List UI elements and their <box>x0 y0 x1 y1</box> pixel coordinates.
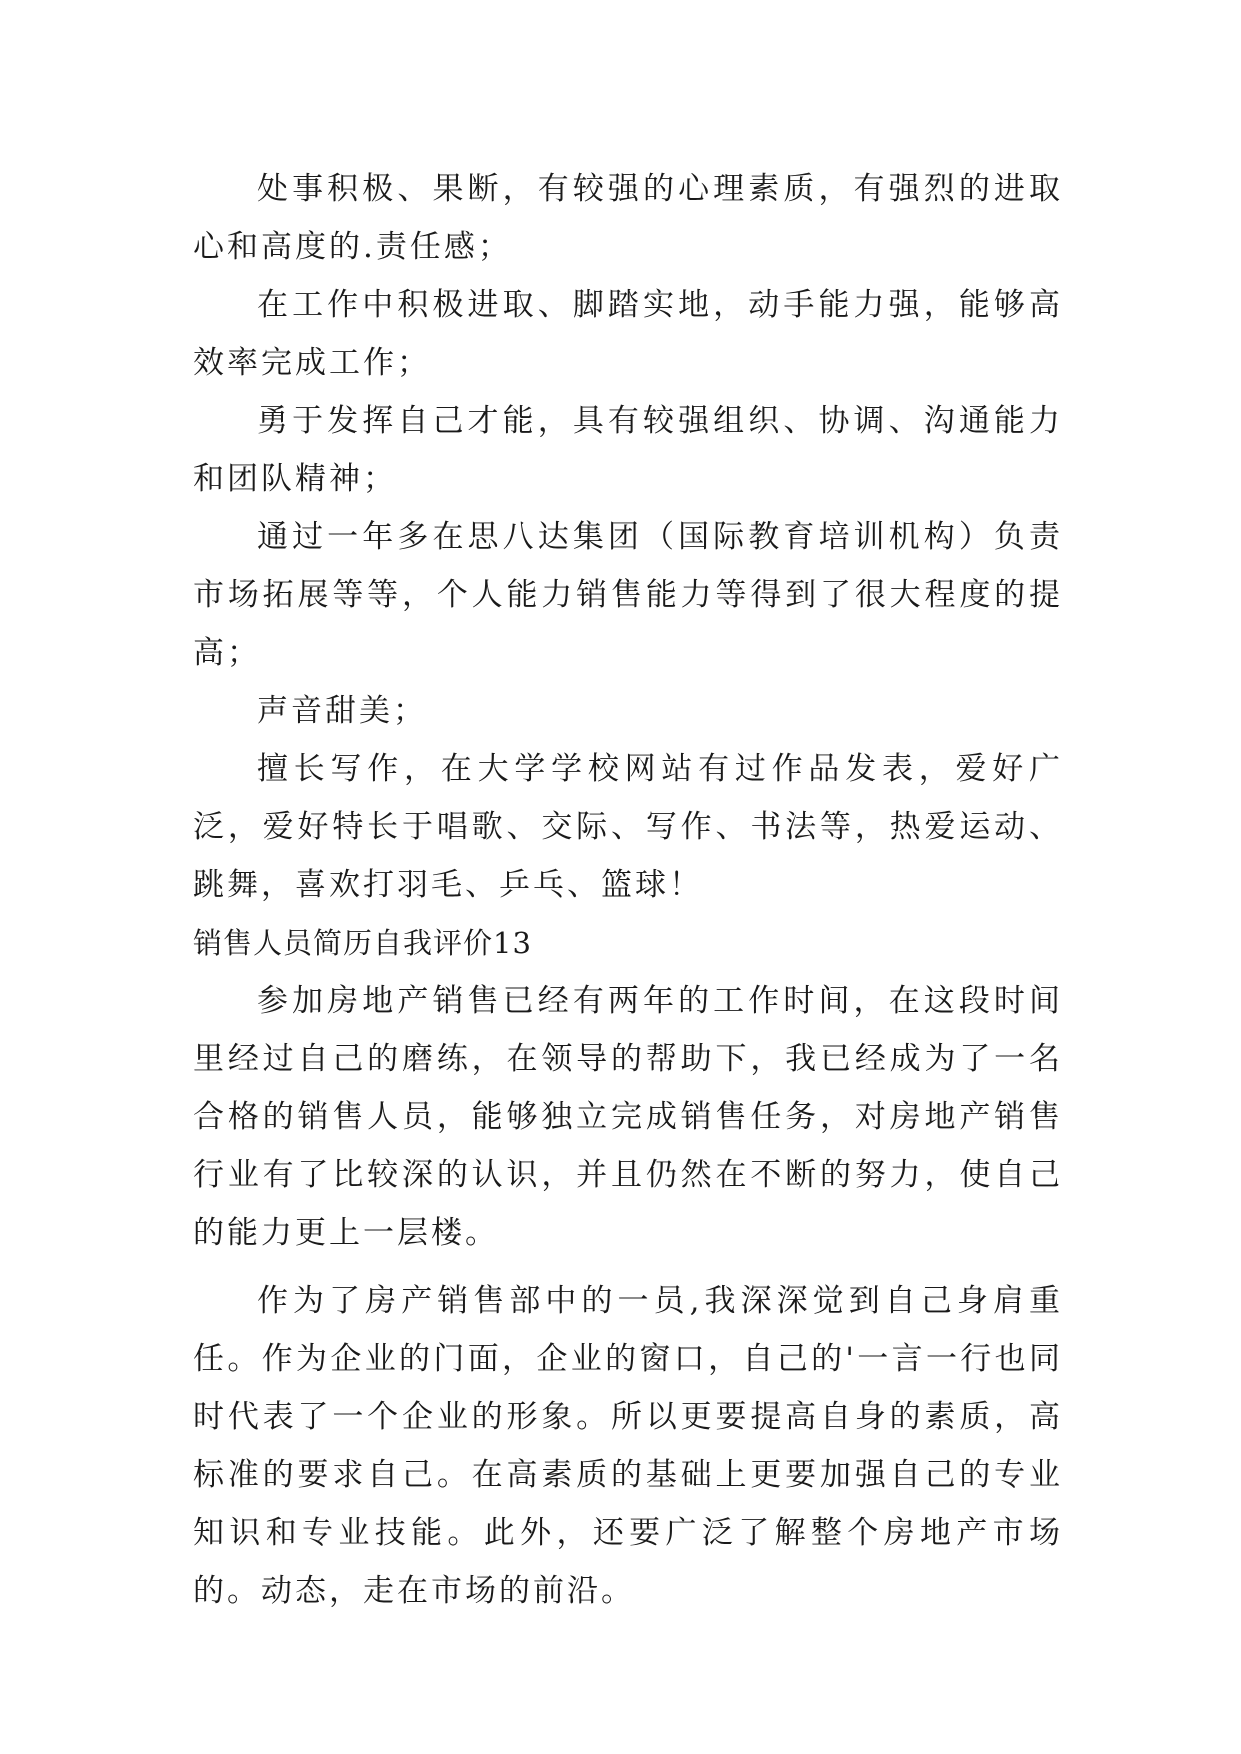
paragraph-attitude: 处事积极、果断，有较强的心理素质，有强烈的进取心和高度的.责任感； <box>193 171 1063 265</box>
paragraph-hobbies: 擅长写作，在大学学校网站有过作品发表，爱好广泛，爱好特长于唱歌、交际、写作、书法等，热爱运动、跳舞，喜欢打羽毛、乒乓、篮球！ <box>193 751 1063 903</box>
paragraph-work-efficiency: 在工作中积极进取、脚踏实地，动手能力强，能够高效率完成工作； <box>193 287 1063 381</box>
paragraph-sales-experience: 参加房地产销售已经有两年的工作时间，在这段时间里经过自己的磨练，在领导的帮助下，我已经成为了一名合格的销售人员，能够独立完成销售任务，对房地产销售行业有了比较深的认识，并且仍然在不断的努力，使自己的能力更上一层楼。 <box>193 983 1063 1251</box>
paragraph-voice: 声音甜美； <box>257 693 427 729</box>
paragraph-experience: 通过一年多在思八达集团（国际教育培训机构）负责市场拓展等等，个人能力销售能力等得到了很大程度的提高； <box>193 519 1063 671</box>
paragraph-responsibility: 作为了房产销售部中的一员,我深深觉到自己身肩重任。作为企业的门面，企业的窗口，自己的'一言一行也同时代表了一个企业的形象。所以更要提高自身的素质，高标准的要求自己。在高素质的基础上更要加强自己的专业知识和专业技能。此外，还要广泛了解整个房地产市场的。动态，走在市场的前沿。 <box>193 1283 1063 1609</box>
document-page <box>193 160 1063 1620</box>
section-heading: 销售人员简历自我评价13 <box>193 926 532 960</box>
paragraph-teamwork: 勇于发挥自己才能，具有较强组织、协调、沟通能力和团队精神； <box>193 403 1063 497</box>
